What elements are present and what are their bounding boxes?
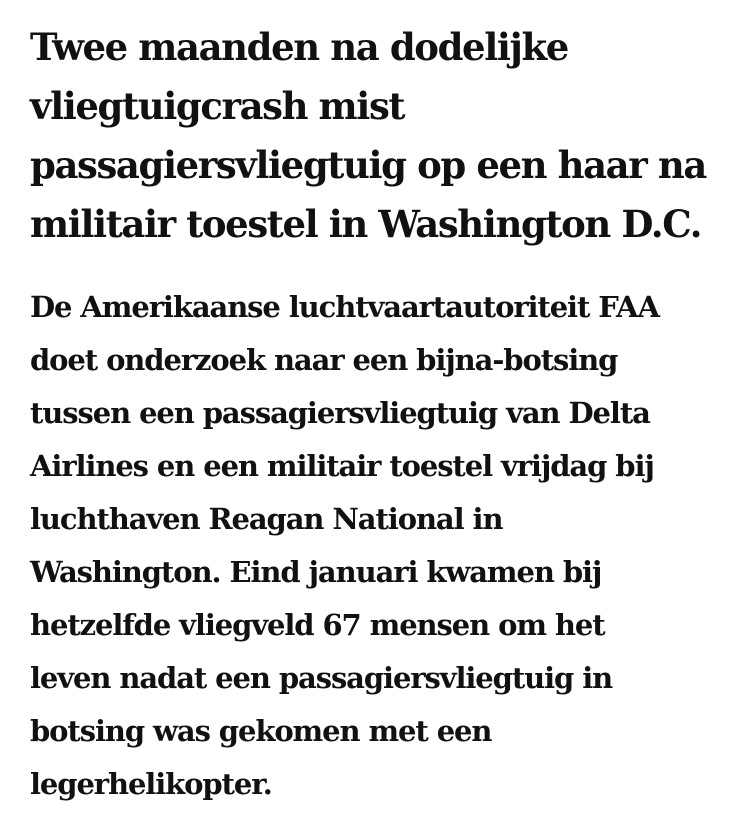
lead-line: Airlines en een militair toestel vrijdag bij <box>30 449 654 483</box>
lead-line: legerhelikopter. <box>30 767 272 801</box>
headline <box>30 18 720 254</box>
headline-line: passagiersvliegtuig op een haar na <box>30 143 706 187</box>
headline-line: vliegtuigcrash mist <box>30 84 405 128</box>
lead-line: leven nadat een passagiersvliegtuig in <box>30 661 613 695</box>
lead-line: Washington. Eind januari kwamen bij <box>30 555 602 589</box>
headline-line: Twee maanden na dodelijke <box>30 25 568 69</box>
lead-line: hetzelfde vliegveld 67 mensen om het <box>30 608 605 642</box>
lead-line: De Amerikaanse luchtvaartautoriteit FAA <box>30 290 659 324</box>
headline-line: militair toestel in Washington D.C. <box>30 202 702 246</box>
lead-line: luchthaven Reagan National in <box>30 502 503 536</box>
lead-line: doet onderzoek naar een bijna-botsing <box>30 343 618 377</box>
lead-paragraph <box>30 281 720 811</box>
article <box>30 18 720 811</box>
lead-line: tussen een passagiersvliegtuig van Delta <box>30 396 650 430</box>
lead-line: botsing was gekomen met een <box>30 714 492 748</box>
